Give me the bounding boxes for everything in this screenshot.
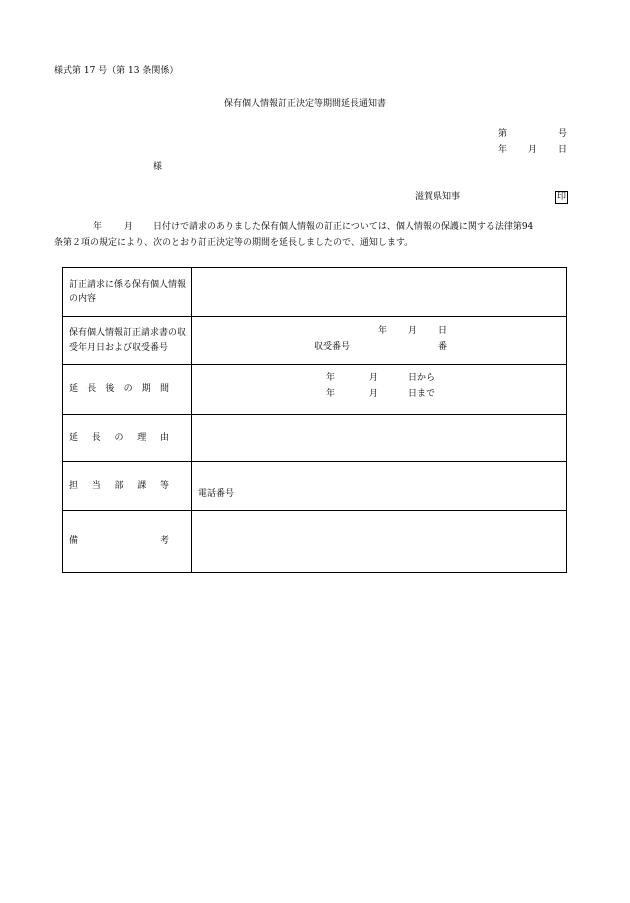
label-char: 等 <box>159 480 169 491</box>
label-char: 長 <box>91 432 101 443</box>
table-row <box>63 415 567 462</box>
period-from-end: 日から <box>408 373 436 383</box>
row-value-receipt <box>192 317 567 365</box>
label-char: 期 <box>141 384 151 395</box>
label-char: 備 <box>69 536 79 547</box>
table-row <box>63 462 567 511</box>
date-month: 月 <box>528 145 538 155</box>
issuer: 滋賀県知事 <box>415 192 461 202</box>
table-row <box>63 511 567 573</box>
period-from-year: 年 <box>326 373 336 383</box>
form-table <box>62 267 567 573</box>
label-char: 当 <box>91 480 101 491</box>
date-year: 年 <box>498 145 508 155</box>
label-char: の <box>114 432 124 443</box>
row-label-reason <box>63 415 192 462</box>
label-char: 部 <box>114 480 124 491</box>
doc-number-prefix: 第 <box>498 129 508 139</box>
label-char: の <box>123 384 133 395</box>
label-char: 考 <box>159 536 169 547</box>
row-label-content: 訂正請求に係る保有個人情報の内容 <box>63 268 192 317</box>
body-line2: 条第２項の規定により、次のとおり訂正決定等の期間を延長しましたので、通知します。 <box>54 238 414 248</box>
body-year: 年 <box>93 222 103 232</box>
label-char: 延 <box>69 432 79 443</box>
phone-number-label: 電話番号 <box>198 489 235 499</box>
period-to-end: 日まで <box>408 389 436 399</box>
label-char: 延 <box>69 384 79 395</box>
label-char: 由 <box>159 432 169 443</box>
receipt-ban: 番 <box>438 342 448 352</box>
document-title: 保有個人情報訂正決定等期間延長通知書 <box>224 99 387 109</box>
label-char: 後 <box>105 384 115 395</box>
row-value-remarks <box>192 511 567 573</box>
label-char: 担 <box>69 480 79 491</box>
form-number: 様式第 17 号（第 13 条関係） <box>54 66 179 76</box>
row-label-remarks <box>63 511 192 573</box>
period-to-year: 年 <box>326 389 336 399</box>
row-label-department <box>63 462 192 511</box>
label-char: 課 <box>137 480 147 491</box>
receipt-number-label: 収受番号 <box>314 342 351 352</box>
receipt-day: 日 <box>438 326 448 336</box>
seal-icon: 印 <box>557 192 567 202</box>
seal-mark <box>555 191 568 204</box>
row-label-period <box>63 365 192 415</box>
date-day: 日 <box>558 145 568 155</box>
row-label-receipt: 保有個人情報訂正請求書の収受年月日および収受番号 <box>63 317 192 365</box>
doc-number-suffix: 号 <box>558 129 568 139</box>
table-row <box>63 317 567 365</box>
body-line1: 日付けで請求のありました保有個人情報の訂正については、個人情報の保護に関する法律第94 <box>153 222 534 232</box>
table-row <box>63 365 567 415</box>
label-char: 理 <box>137 432 147 443</box>
row-value-reason <box>192 415 567 462</box>
period-to-month: 月 <box>369 389 379 399</box>
body-month: 月 <box>124 222 134 232</box>
label-char: 長 <box>87 384 97 395</box>
row-value-period <box>192 365 567 415</box>
period-from-month: 月 <box>369 373 379 383</box>
addressee: 様 <box>153 162 163 172</box>
label-char: 間 <box>159 384 169 395</box>
row-value-department <box>192 462 567 511</box>
receipt-month: 月 <box>408 326 418 336</box>
table-row <box>63 268 567 317</box>
row-value-content <box>192 268 567 317</box>
receipt-year: 年 <box>378 326 388 336</box>
